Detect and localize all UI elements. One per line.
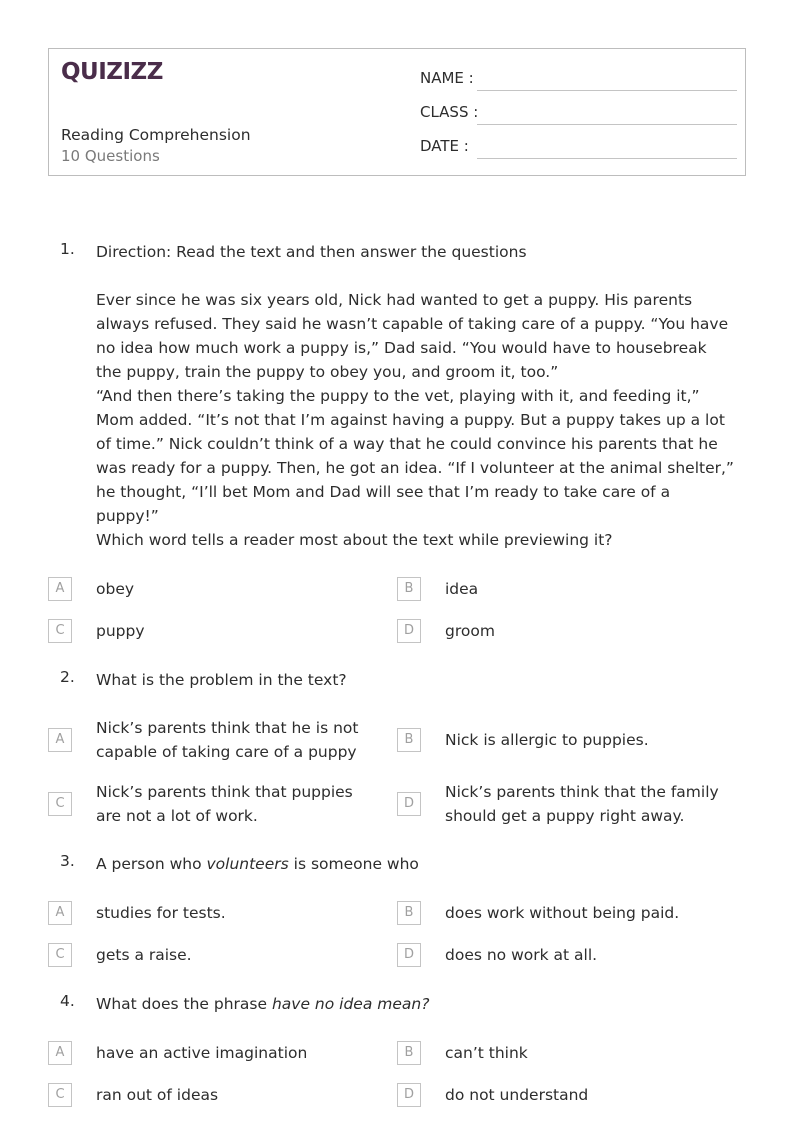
option-text[interactable]: Nick’s parents think that the family should get a puppy right away.	[445, 783, 719, 825]
option-letter-box[interactable]: C	[48, 1083, 72, 1107]
question-direction: Direction: Read the text and then answer the questions	[96, 243, 527, 261]
class-field[interactable]	[420, 101, 735, 125]
name-line[interactable]	[477, 90, 737, 91]
prompt-text: What does the phrase	[96, 995, 272, 1013]
name-field[interactable]	[420, 67, 735, 91]
quizizz-logo: QUIZIZZ	[61, 59, 163, 85]
option-letter-box[interactable]: B	[397, 1041, 421, 1065]
option-letter-box[interactable]: C	[48, 943, 72, 967]
option-letter-box[interactable]: A	[48, 901, 72, 925]
option-text[interactable]: Nick is allergic to puppies.	[445, 731, 649, 749]
reading-passage	[96, 288, 736, 528]
option-text[interactable]: do not understand	[445, 1086, 589, 1104]
question-prompt	[96, 852, 736, 876]
question-prompt: What is the problem in the text?	[96, 671, 347, 689]
class-line[interactable]	[477, 124, 737, 125]
option-letter-box[interactable]: D	[397, 792, 421, 816]
passage-paragraph: “And then there’s taking the puppy to the vet, playing with it, and feeding it,” Mom added. “It’s not that I’m against having a puppy. But a puppy takes up a lot of time.” Nick couldn’t think of a way that he could convince his parents that he was ready for a puppy. Then, he got an idea. “If I volunteer at the animal shelter,” he thought, “I’ll bet Mom and Dad will see that I’m ready to take care of a puppy!”	[96, 387, 734, 525]
option-text[interactable]: studies for tests.	[96, 904, 226, 922]
option-text[interactable]: have an active imagination	[96, 1044, 308, 1062]
prompt-text: is someone who	[288, 855, 419, 873]
class-label: CLASS :	[420, 103, 479, 121]
date-label: DATE :	[420, 137, 469, 155]
option-letter-box[interactable]: D	[397, 943, 421, 967]
date-line[interactable]	[477, 158, 737, 159]
question-prompt: Which word tells a reader most about the text while previewing it?	[96, 531, 613, 549]
option-letter-box[interactable]: B	[397, 901, 421, 925]
name-label: NAME :	[420, 69, 474, 87]
question-number: 1.	[60, 240, 75, 258]
prompt-italic: volunteers	[206, 855, 289, 873]
option-letter-box[interactable]: A	[48, 1041, 72, 1065]
option-text[interactable]: gets a raise.	[96, 946, 192, 964]
date-field[interactable]	[420, 135, 735, 159]
option-text[interactable]: puppy	[96, 622, 145, 640]
option-text[interactable]: does no work at all.	[445, 946, 598, 964]
option-text[interactable]: obey	[96, 580, 135, 598]
question-count: 10 Questions	[61, 147, 160, 165]
question-number: 4.	[60, 992, 75, 1010]
option-letter-box[interactable]: D	[397, 619, 421, 643]
option-text[interactable]: idea	[445, 580, 479, 598]
option-text[interactable]: ran out of ideas	[96, 1086, 219, 1104]
question-prompt	[96, 992, 736, 1016]
option-letter-box[interactable]: B	[397, 728, 421, 752]
option-letter-box[interactable]: A	[48, 728, 72, 752]
option-text[interactable]: can’t think	[445, 1044, 528, 1062]
question-number: 3.	[60, 852, 75, 870]
option-letter-box[interactable]: A	[48, 577, 72, 601]
passage-paragraph: Ever since he was six years old, Nick had wanted to get a puppy. His parents always refused. They said he wasn’t capable of taking care of a puppy. “You have no idea how much work a puppy is,” Dad said. “You would have to housebreak the puppy, train the puppy to obey you, and groom it, too.”	[96, 291, 729, 381]
option-letter-box[interactable]: B	[397, 577, 421, 601]
option-letter-box[interactable]: D	[397, 1083, 421, 1107]
option-text[interactable]: groom	[445, 622, 495, 640]
option-text[interactable]: Nick’s parents think that he is not capable of taking care of a puppy	[96, 719, 359, 761]
option-text[interactable]: Nick’s parents think that puppies are not a lot of work.	[96, 783, 353, 825]
prompt-italic: have no idea mean?	[271, 995, 430, 1013]
prompt-text: A person who	[96, 855, 207, 873]
worksheet-title: Reading Comprehension	[61, 126, 251, 144]
worksheet-header	[48, 48, 746, 176]
option-letter-box[interactable]: C	[48, 619, 72, 643]
question-number: 2.	[60, 668, 75, 686]
option-letter-box[interactable]: C	[48, 792, 72, 816]
option-text[interactable]: does work without being paid.	[445, 904, 680, 922]
